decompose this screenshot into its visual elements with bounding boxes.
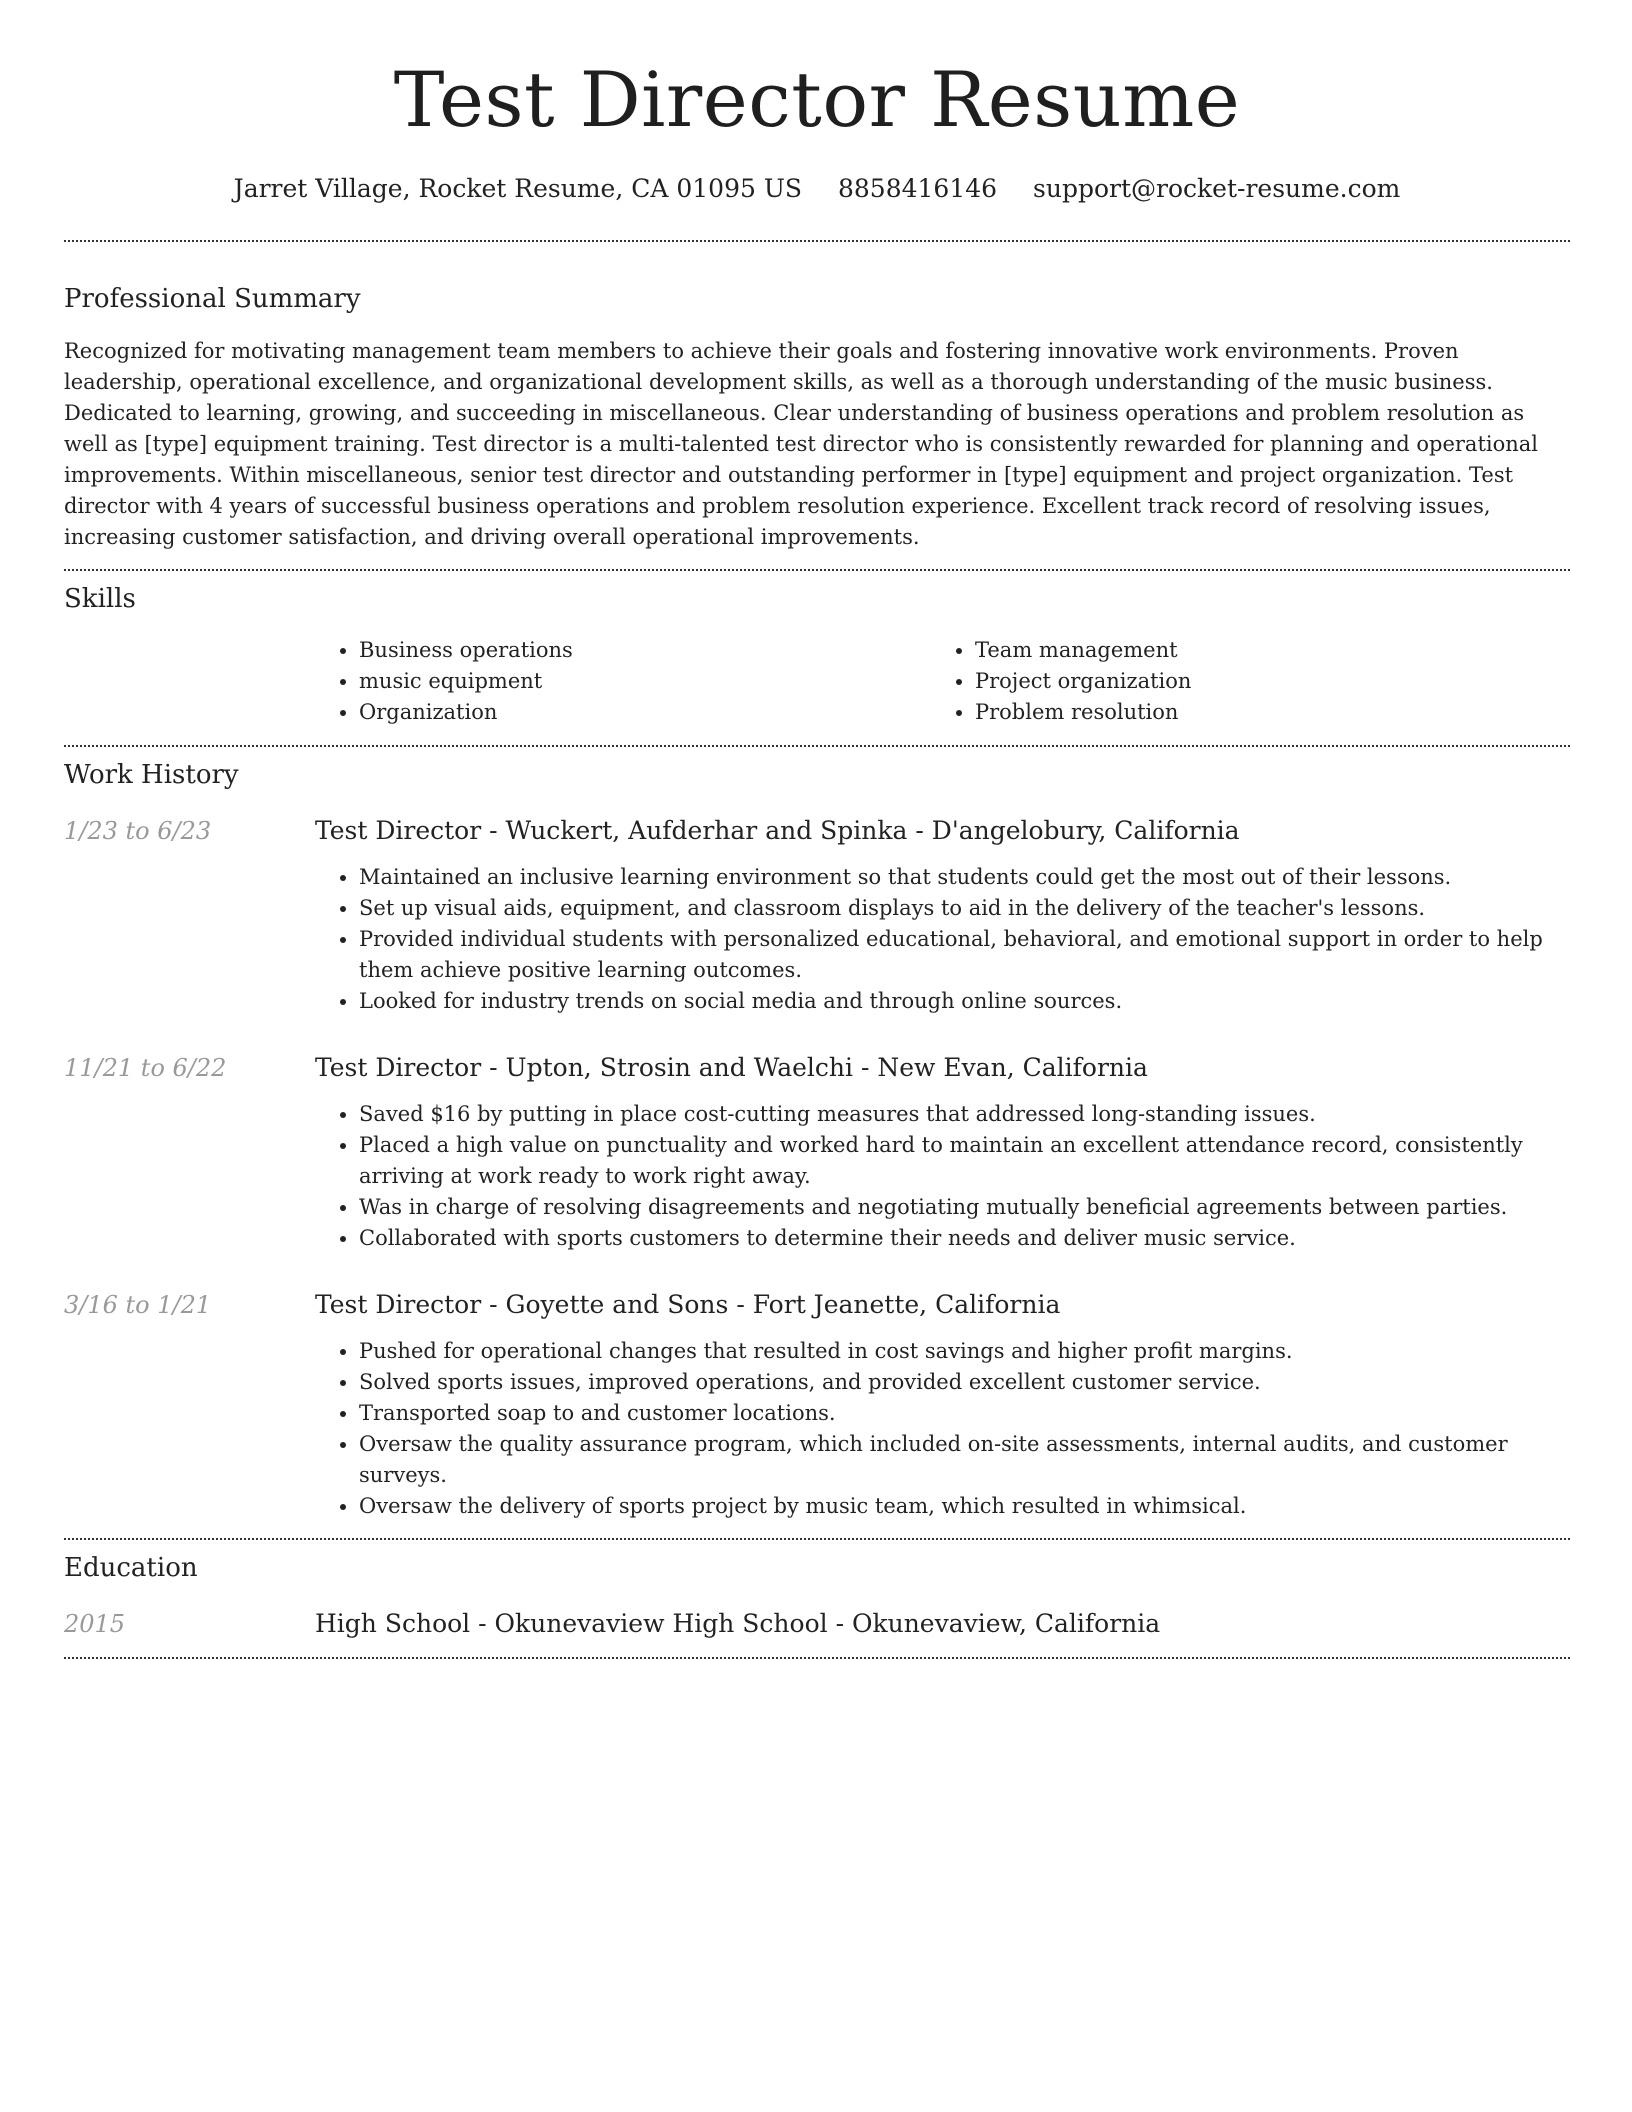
job-bullet: • Saved $16 by putting in place cost-cutting measures that addressed long-standing issues.	[359, 1099, 1570, 1130]
job-bullet: • Pushed for operational changes that resulted in cost savings and higher profit margins.	[359, 1336, 1570, 1367]
job-bullet: • Placed a high value on punctuality and worked hard to maintain an excellent attendance record, consistently arriving at work ready to work right away.	[359, 1130, 1570, 1192]
divider	[64, 1538, 1570, 1540]
job-entry	[64, 814, 1570, 1017]
job-bullet: • Set up visual aids, equipment, and classroom displays to aid in the delivery of the teacher's lessons.	[359, 893, 1570, 924]
skill-item: • Business operations	[359, 635, 931, 666]
skills-column-left	[315, 635, 931, 728]
divider	[64, 1657, 1570, 1659]
education-title: High School - Okunevaview High School - Okunevaview, California	[315, 1609, 1161, 1638]
section-heading-education: Education	[64, 1553, 198, 1583]
job-bullets	[315, 1336, 1570, 1522]
skills-column-right	[931, 635, 1547, 728]
job-bullet: • Maintained an inclusive learning environment so that students could get the most out of their lessons.	[359, 862, 1570, 893]
skill-item: • Team management	[975, 635, 1547, 666]
contact-phone: 8858416146	[838, 174, 998, 203]
contact-email: support@rocket-resume.com	[1033, 174, 1401, 203]
skill-item: • Organization	[359, 697, 931, 728]
skill-item: • Problem resolution	[975, 697, 1547, 728]
job-entry	[64, 1051, 1570, 1254]
resume-page	[64, 0, 1570, 1659]
summary-text: Recognized for motivating management team members to achieve their goals and fostering innovative work environments. Proven leadership, operational excellence, and organizational development skills, as well as a thorough understanding of the music business. Dedicated to learning, growing, and succeeding in miscellaneous. Clear understanding of business operations and problem resolution as well as [type] equipment training. Test director is a multi-talented test director who is consistently rewarded for planning and operational improvements. Within miscellaneous, senior test director and outstanding performer in [type] equipment and project organization. Test director with 4 years of successful business operations and problem resolution experience. Excellent track record of resolving issues, increasing customer satisfaction, and driving overall operational improvements.	[64, 339, 1538, 549]
job-bullet: • Provided individual students with personalized educational, behavioral, and emotional support in order to help them achieve positive learning outcomes.	[359, 924, 1570, 986]
job-title: Test Director - Goyette and Sons - Fort Jeanette, California	[315, 1290, 1061, 1319]
job-bullets	[315, 1099, 1570, 1254]
job-bullet: • Collaborated with sports customers to determine their needs and deliver music service.	[359, 1223, 1570, 1254]
section-heading-work: Work History	[64, 760, 239, 790]
contact-address: Jarret Village, Rocket Resume, CA 01095 US	[233, 174, 803, 203]
job-bullet: • Was in charge of resolving disagreements and negotiating mutually beneficial agreements between parties.	[359, 1192, 1570, 1223]
section-heading-summary: Professional Summary	[64, 284, 361, 314]
section-heading-skills: Skills	[64, 584, 136, 614]
job-date: 3/16 to 1/21	[64, 1291, 212, 1319]
education-entry	[64, 1607, 1570, 1641]
job-date: 11/21 to 6/22	[64, 1054, 227, 1082]
divider	[64, 745, 1570, 747]
divider	[64, 569, 1570, 571]
page-title: Test Director Resume	[393, 55, 1241, 144]
divider	[64, 240, 1570, 242]
job-date: 1/23 to 6/23	[64, 817, 212, 845]
education-date: 2015	[64, 1610, 126, 1638]
skill-item: • music equipment	[359, 666, 931, 697]
job-bullet: • Solved sports issues, improved operations, and provided excellent customer service.	[359, 1367, 1570, 1398]
skill-item: • Project organization	[975, 666, 1547, 697]
job-bullets	[315, 862, 1570, 1017]
job-bullet: • Transported soap to and customer locations.	[359, 1398, 1570, 1429]
job-entry	[64, 1288, 1570, 1522]
job-title: Test Director - Wuckert, Aufderhar and Spinka - D'angelobury, California	[315, 816, 1240, 845]
job-bullet: • Looked for industry trends on social media and through online sources.	[359, 986, 1570, 1017]
skills-list	[315, 635, 1570, 728]
contact-line	[64, 172, 1570, 206]
job-bullet: • Oversaw the quality assurance program, which included on-site assessments, internal audits, and customer surveys.	[359, 1429, 1570, 1491]
job-title: Test Director - Upton, Strosin and Waelchi - New Evan, California	[315, 1053, 1148, 1082]
job-bullet: • Oversaw the delivery of sports project by music team, which resulted in whimsical.	[359, 1491, 1570, 1522]
